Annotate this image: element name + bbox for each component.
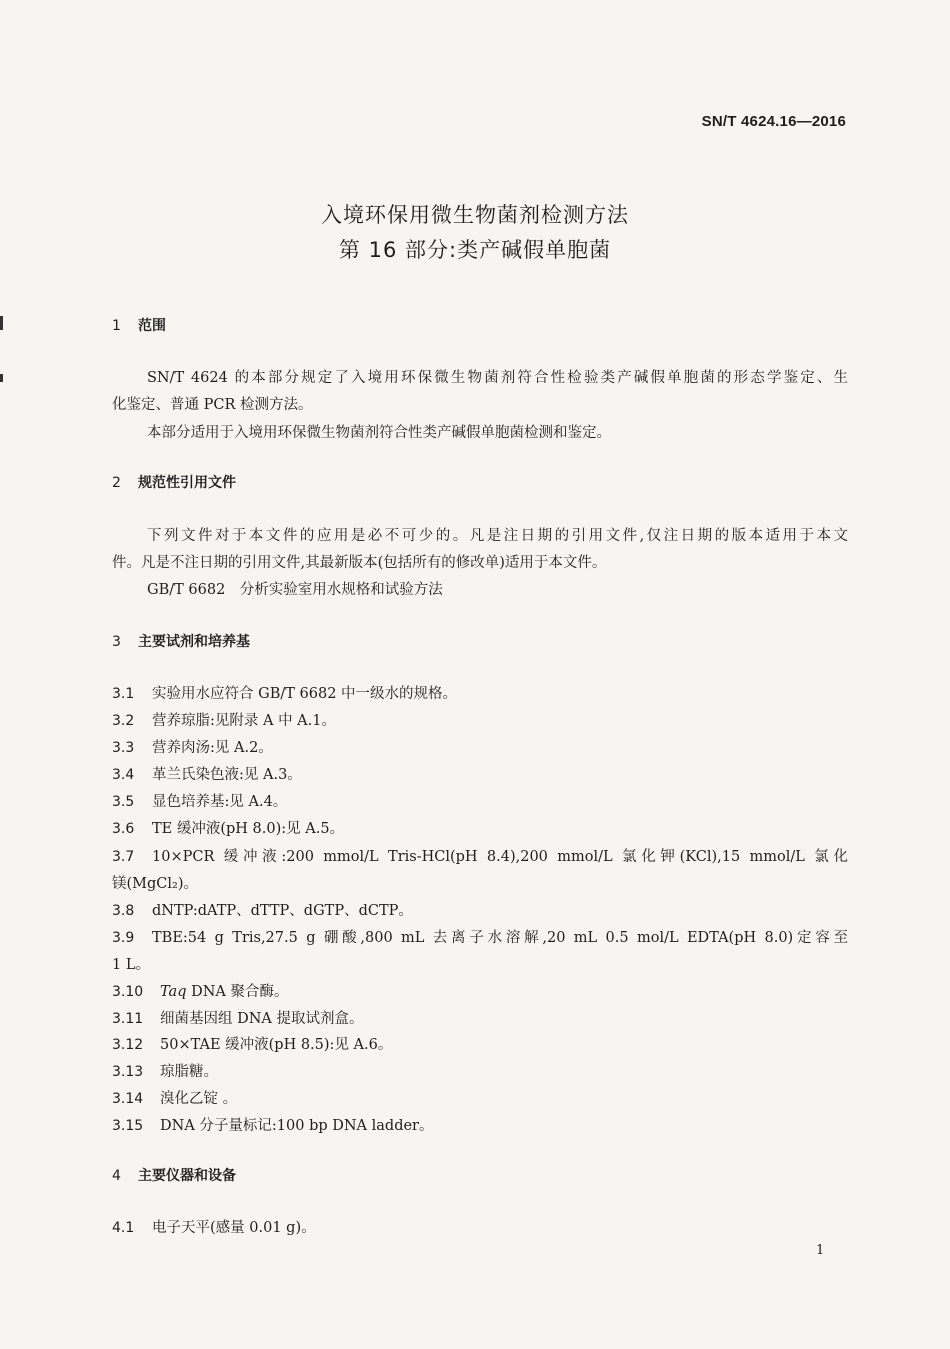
document-title-line2: 第 16 部分:类产碱假单胞菌 (338, 238, 612, 262)
section-number: 4 (112, 1168, 121, 1184)
reagent-item (112, 1087, 237, 1108)
reagent-item (112, 736, 273, 757)
item-number: 3.6 (112, 821, 135, 837)
item-number: 3.10 (112, 984, 144, 1000)
item-text: 溴化乙锭 。 (160, 1091, 238, 1107)
item-text: 营养琼脂:见附录 A 中 A.1。 (152, 713, 336, 729)
item-number: 3.12 (112, 1037, 144, 1053)
section-title: 范围 (138, 318, 166, 334)
references-paragraph-line: 件。凡是不注日期的引用文件,其最新版本(包括所有的修改单)适用于本文件。 (112, 555, 607, 571)
reagent-item-continuation: 1 L。 (112, 957, 150, 973)
item-text: TE 缓冲液(pH 8.0):见 A.5。 (152, 821, 345, 837)
item-text: 50×TAE 缓冲液(pH 8.5):见 A.6。 (160, 1037, 393, 1053)
reagent-item (112, 763, 302, 784)
reagent-item (112, 1060, 218, 1081)
item-text-italic: Taq (160, 984, 187, 1000)
reagent-item (112, 926, 848, 947)
reagent-item (112, 1007, 364, 1028)
scan-edge-mark (0, 374, 3, 382)
reagent-item (112, 1033, 392, 1054)
item-number: 3.15 (112, 1118, 144, 1134)
section-heading (112, 472, 236, 492)
scope-paragraph-line: 化鉴定、普通 PCR 检测方法。 (112, 397, 313, 413)
section-number: 1 (112, 318, 121, 334)
item-text: DNA 分子量标记:100 bp DNA ladder。 (160, 1118, 434, 1134)
item-text: DNA 聚合酶。 (186, 984, 289, 1000)
item-text: 10×PCR 缓冲液:200 mmol/L Tris-HCl(pH 8.4),200 mmol/L 氯化钾(KCl),15 mmol/L 氯化 (152, 849, 848, 865)
scope-paragraph-line: SN/T 4624 的本部分规定了入境用环保微生物菌剂符合性检验类产碱假单胞菌的形态学鉴定、生 (147, 370, 848, 386)
page-number: 1 (816, 1243, 825, 1258)
section-title: 规范性引用文件 (138, 475, 236, 491)
section-heading (112, 1165, 236, 1185)
references-paragraph-line: 下列文件对于本文件的应用是必不可少的。凡是注日期的引用文件,仅注日期的版本适用于本文 (147, 528, 848, 544)
item-number: 3.13 (112, 1064, 144, 1080)
reagent-item-continuation: 镁(MgCl₂)。 (112, 876, 198, 892)
reagent-item (112, 980, 289, 1001)
item-text: dNTP:dATP、dTTP、dGTP、dCTP。 (152, 903, 413, 919)
reagent-item (112, 709, 336, 730)
reagent-item (112, 790, 287, 811)
item-number: 3.3 (112, 740, 135, 756)
scope-paragraph: 本部分适用于入境用环保微生物菌剂符合性类产碱假单胞菌检测和鉴定。 (147, 425, 611, 441)
item-text: 细菌基因组 DNA 提取试剂盒。 (160, 1011, 364, 1027)
section-number: 3 (112, 634, 121, 650)
standard-code: SN/T 4624.16—2016 (701, 113, 846, 130)
item-number: 4.1 (112, 1220, 135, 1236)
section-heading (112, 315, 166, 335)
section-heading (112, 631, 250, 651)
reference-entry: GB/T 6682 分析实验室用水规格和试验方法 (147, 582, 443, 598)
item-text: 琼脂糖。 (160, 1064, 218, 1080)
document-title-line1: 入境环保用微生物菌剂检测方法 (321, 203, 629, 227)
item-text: TBE:54 g Tris,27.5 g 硼酸,800 mL 去离子水溶解,20 mL 0.5 mol/L EDTA(pH 8.0)定容至 (152, 930, 848, 946)
reagent-item (112, 817, 344, 838)
reagent-item (112, 1114, 434, 1135)
item-number: 3.2 (112, 713, 135, 729)
item-text: 营养肉汤:见 A.2。 (152, 740, 273, 756)
reagent-item (112, 845, 848, 866)
section-number: 2 (112, 475, 121, 491)
item-number: 3.7 (112, 849, 135, 865)
equipment-item (112, 1216, 316, 1237)
item-text: 显色培养基:见 A.4。 (152, 794, 288, 810)
item-number: 3.1 (112, 686, 135, 702)
item-text: 电子天平(感量 0.01 g)。 (152, 1220, 316, 1236)
item-number: 3.9 (112, 930, 135, 946)
item-number: 3.11 (112, 1011, 144, 1027)
item-number: 3.5 (112, 794, 135, 810)
scan-edge-mark (0, 316, 3, 330)
item-number: 3.4 (112, 767, 135, 783)
item-number: 3.14 (112, 1091, 144, 1107)
reagent-item (112, 682, 457, 703)
reagent-item (112, 899, 413, 920)
section-title: 主要仪器和设备 (138, 1168, 236, 1184)
item-text: 革兰氏染色液:见 A.3。 (152, 767, 302, 783)
item-text: 实验用水应符合 GB/T 6682 中一级水的规格。 (152, 686, 458, 702)
section-title: 主要试剂和培养基 (138, 634, 250, 650)
item-number: 3.8 (112, 903, 135, 919)
